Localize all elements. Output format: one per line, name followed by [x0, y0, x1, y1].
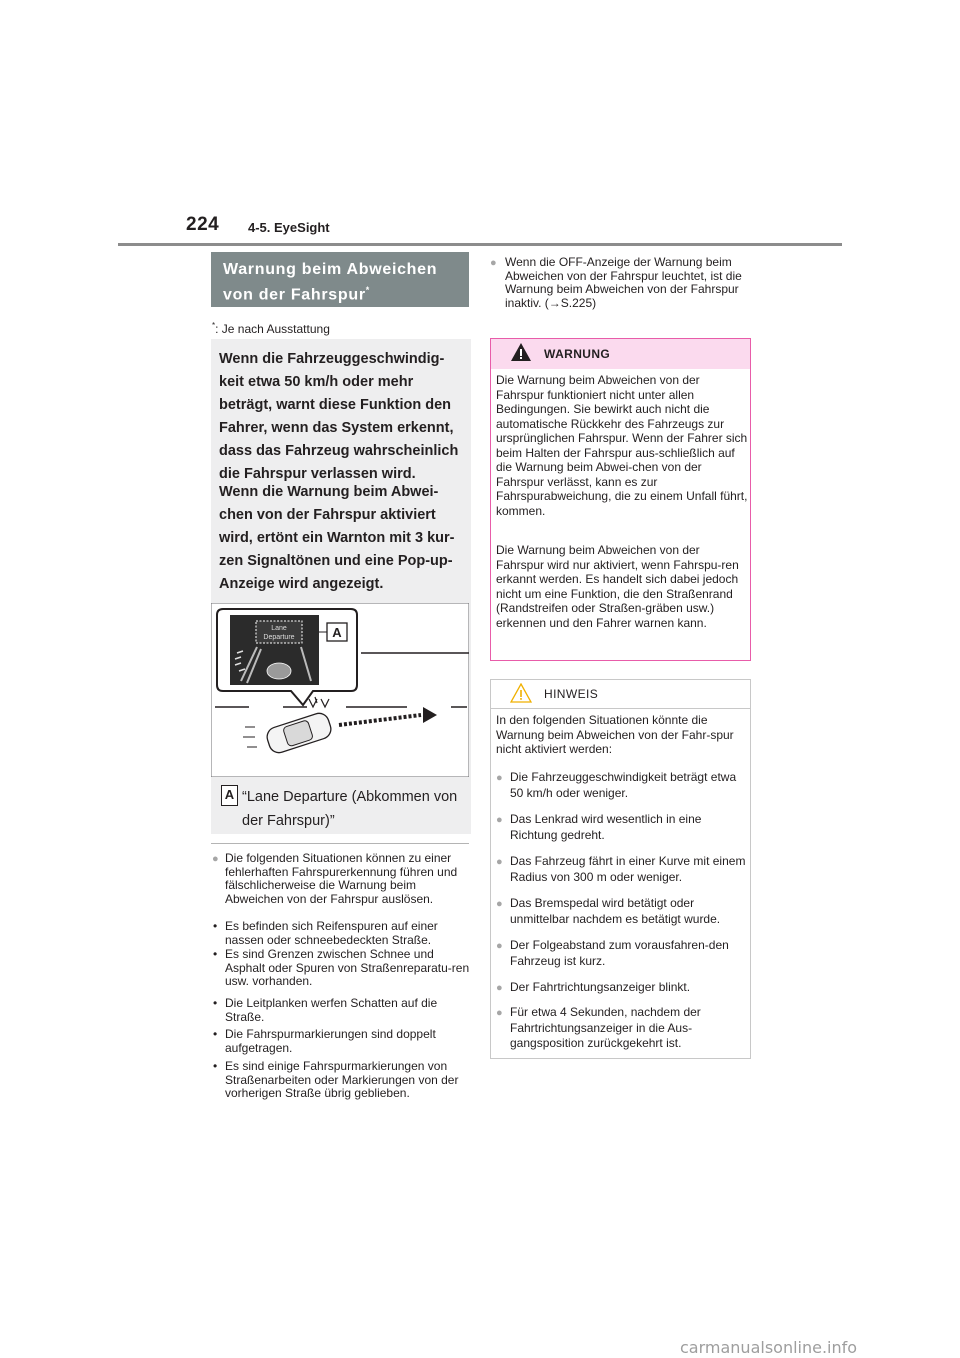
section-title-line2	[223, 280, 469, 305]
popup-text-2: Departure	[263, 634, 295, 641]
footnote-text: : Je nach Ausstattung	[215, 322, 330, 336]
section-title-line2-text: von der Fahrspur	[223, 286, 366, 304]
note-title: HINWEIS	[544, 687, 599, 701]
bullet-icon: ●	[496, 898, 503, 910]
list-item-text: Es sind Grenzen zwischen Schnee und Asphalt oder Spuren von Straßenreparatu-ren usw. vorhanden.	[225, 947, 470, 988]
section-title-star: *	[365, 285, 370, 295]
bullet-intro: Die folgenden Situationen können zu einer fehlerhaften Fahrspurerkennung führen und fälschlicherweise die Warnung beim Abweichen von der Fahrspur auslösen.	[225, 851, 458, 906]
warning-paragraph-1: Die Warnung beim Abweichen von der Fahrspur funktioniert nicht unter allen Bedingungen. Sie bewirkt auch nicht die automatische Rückkehr des Fahrzeugs zur ursprünglichen Fahrspur. Wenn der Fahrer sich beim Halten der Fahrspur aus-schließlich auf die Warnung beim Abwei-chen von der Fahrspur verlässt, kann es zur Fahrspurabweichung, die zu einem Unfall führt, kommen.	[496, 373, 748, 518]
bullet-icon: ●	[212, 853, 219, 865]
off-indicator-note: Wenn die OFF-Anzeige der Warnung beim Abweichen von der Fahrspur leuchtet, ist die Warnung beim Abweichen von der Fahrspur inaktiv. (→S.225)	[505, 255, 742, 310]
section-heading: 4-5. EyeSight	[248, 220, 330, 235]
header-rule	[118, 243, 842, 246]
lane-departure-illustration	[211, 603, 469, 777]
bullet-icon: ●	[496, 1007, 503, 1019]
footnote-star: *	[212, 321, 216, 330]
summary-paragraph-1: Wenn die Fahrzeuggeschwindig-keit etwa 50 km/h oder mehr beträgt, warnt diese Funktion den Fahrer, wenn das System erkennt, dass das Fahrzeug wahrscheinlich die Fahrspur verlassen wird.	[219, 351, 459, 482]
note-intro: In den folgenden Situationen könnte die Warnung beim Abweichen von der Fahr-spur nicht aktiviert werden:	[496, 713, 734, 756]
caption-line2: der Fahrspur)”	[242, 813, 335, 829]
note-item-text: Das Fahrzeug fährt in einer Kurve mit einem Radius von 300 m oder weniger.	[510, 854, 746, 884]
screen-car	[267, 663, 291, 679]
caution-triangle-icon	[510, 683, 532, 703]
note-item-text: Für etwa 4 Sekunden, nachdem der Fahrtrichtungsanzeiger in die Aus-gangsposition zurückgekehrt ist.	[510, 1005, 701, 1050]
warning-triangle-icon	[510, 342, 532, 362]
note-item-text: Die Fahrzeuggeschwindigkeit beträgt etwa 50 km/h oder weniger.	[510, 770, 737, 800]
bullet-icon: ●	[496, 940, 503, 952]
section-title-line1: Warnung beim Abweichen	[223, 261, 438, 278]
footnote	[212, 321, 330, 336]
caption-line1: “Lane Departure (Abkommen von	[242, 789, 458, 805]
list-item-text: Es sind einige Fahrspurmarkierungen von Straßenarbeiten oder Markierungen von der vorherigen Straße übrig geblieben.	[225, 1059, 459, 1100]
warning-paragraph-2: Die Warnung beim Abweichen von der Fahrspur wird nur aktiviert, wenn Fahrspu-ren erkannt werden. Es handelt sich dabei jedoch nicht um eine Funktion, die den Straßenrand (Randstreifen oder Straßen-gräben usw.) erkennen und den Fahrer warnen kann.	[496, 543, 739, 630]
watermark: carmanualsonline.info	[680, 1338, 858, 1357]
list-item-text: Die Fahrspurmarkierungen sind doppelt aufgetragen.	[225, 1027, 436, 1055]
bullet-icon: ●	[496, 814, 503, 826]
note-item-text: Das Bremspedal wird betätigt oder unmittelbar nachdem es betätigt wurde.	[510, 896, 721, 926]
note-item-text: Der Fahrtrichtungsanzeiger blinkt.	[510, 980, 691, 994]
callout-label: A	[332, 625, 342, 640]
note-item-text: Der Folgeabstand zum vorausfahren-den Fahrzeug ist kurz.	[510, 938, 729, 968]
warning-title: WARNUNG	[544, 347, 611, 361]
note-divider	[491, 708, 750, 709]
caption	[242, 785, 467, 833]
list-item-text: Die Leitplanken werfen Schatten auf die Straße.	[225, 996, 438, 1024]
page-number: 224	[186, 214, 220, 235]
note-item-text: Das Lenkrad wird wesentlich in eine Richtung gedreht.	[510, 812, 702, 842]
section-title	[211, 252, 469, 307]
caption-badge: A	[221, 785, 238, 806]
summary-paragraph-2: Wenn die Warnung beim Abwei-chen von der Fahrspur aktiviert wird, ertönt ein Warnton mit 3 kur-zen Signaltönen und eine Pop-up-Anzeige wird angezeigt.	[219, 484, 455, 592]
bullet-icon: ●	[496, 772, 503, 784]
popup-text-1: Lane	[271, 625, 287, 632]
left-divider	[211, 843, 469, 844]
list-item-text: Es befinden sich Reifenspuren auf einer nassen oder schneebedeckten Straße.	[225, 919, 438, 947]
bullet-icon: ●	[490, 257, 497, 269]
bullet-icon: ●	[496, 856, 503, 868]
bullet-icon: ●	[496, 982, 503, 994]
